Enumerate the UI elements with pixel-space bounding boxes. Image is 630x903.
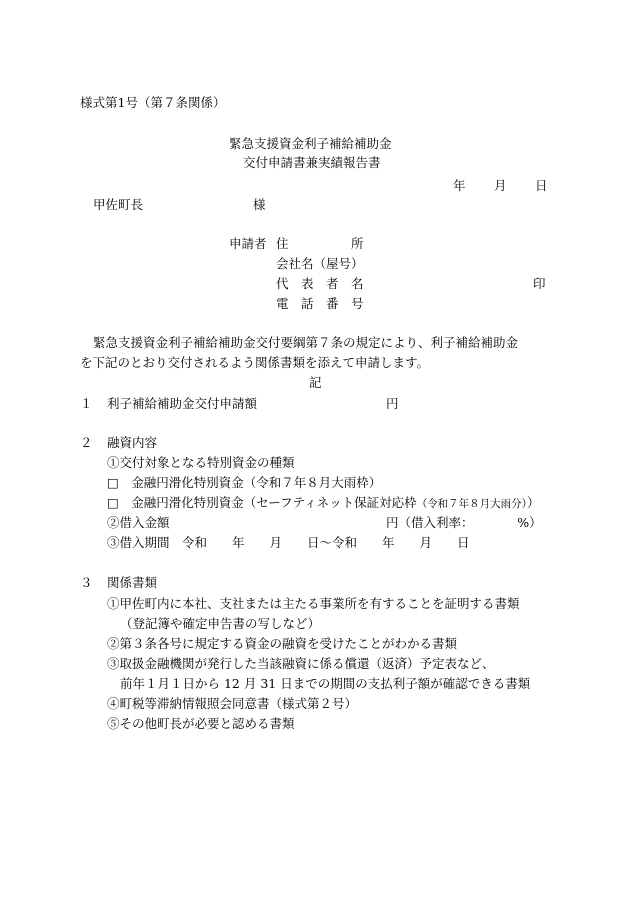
checkbox-option-2-note: （令和７年８月大雨分） bbox=[416, 498, 527, 510]
title-line-2: 交付申請書兼実績報告書 bbox=[243, 155, 381, 170]
date-year: 年 bbox=[453, 178, 466, 193]
doc-2: ②第３条各号に規定する資金の融資を受けたことがわかる書類 bbox=[107, 636, 458, 651]
item1-number: １ bbox=[80, 396, 93, 411]
item2-number: ２ bbox=[80, 435, 93, 450]
item1-label: 利子補給補助金交付申請額 bbox=[107, 396, 258, 411]
ki-heading: 記 bbox=[309, 375, 322, 390]
checkbox-option-2 bbox=[107, 497, 539, 510]
item2-sub2: ②借入金額 bbox=[107, 515, 170, 530]
seal-mark: 印 bbox=[533, 276, 546, 291]
item2-sub2-right: 円（借入利率： %） bbox=[386, 515, 542, 530]
item2-sub1: ①交付対象となる特別資金の種類 bbox=[107, 455, 295, 470]
applicant-label: 申請者 bbox=[229, 236, 267, 251]
form-label: 様式第1号（第７条関係） bbox=[80, 95, 226, 110]
applicant-company: 会社名（屋号） bbox=[276, 256, 364, 271]
body-line-1: 緊急支援資金利子補給補助金交付要綱第７条の規定により、利子補給補助金 bbox=[93, 335, 519, 350]
applicant-phone: 電 話 番 号 bbox=[276, 296, 364, 311]
doc-1-note: （登記簿や確定申告書の写しなど） bbox=[120, 616, 321, 631]
item2-label: 融資内容 bbox=[107, 435, 158, 450]
date-day: 日 bbox=[535, 178, 548, 193]
date-month: 月 bbox=[494, 178, 507, 193]
item1-unit: 円 bbox=[386, 396, 399, 411]
doc-1: ①甲佐町内に本社、支社または主たる事業所を有することを証明する書類 bbox=[107, 596, 520, 611]
applicant-representative: 代 表 者 名 bbox=[276, 276, 364, 291]
doc-5: ⑤その他町長が必要と認める書類 bbox=[107, 716, 295, 731]
doc-4: ④町税等滞納情報照会同意書（様式第２号） bbox=[107, 696, 358, 711]
applicant-address: 住 所 bbox=[276, 236, 364, 251]
title-line-1: 緊急支援資金利子補給補助金 bbox=[229, 136, 392, 151]
checkbox-option-2-main: □ 金融円滑化特別資金（セーフティネット保証対応枠 bbox=[107, 495, 417, 510]
item2-sub3: ③借入期間 令和 年 月 日～令和 年 月 日 bbox=[107, 535, 470, 550]
doc-3: ③取扱金融機関が発行した当該融資に係る償還（返済）予定表など、 bbox=[107, 656, 495, 671]
checkbox-option-2-close: ） bbox=[526, 495, 540, 510]
doc-3-continuation: 前年１月１日から 12 月 31 日までの期間の支払利子額が確認できる書類 bbox=[120, 676, 531, 691]
checkbox-option-1: □ 金融円滑化特別資金（令和７年８月大雨枠） bbox=[107, 475, 382, 490]
body-line-2: を下記のとおり交付されるよう関係書類を添えて申請します。 bbox=[80, 355, 430, 370]
item3-label: 関係書類 bbox=[107, 575, 158, 590]
addressee-honorific: 様 bbox=[253, 197, 266, 212]
addressee-name: 甲佐町長 bbox=[93, 197, 144, 212]
item3-number: ３ bbox=[80, 575, 93, 590]
